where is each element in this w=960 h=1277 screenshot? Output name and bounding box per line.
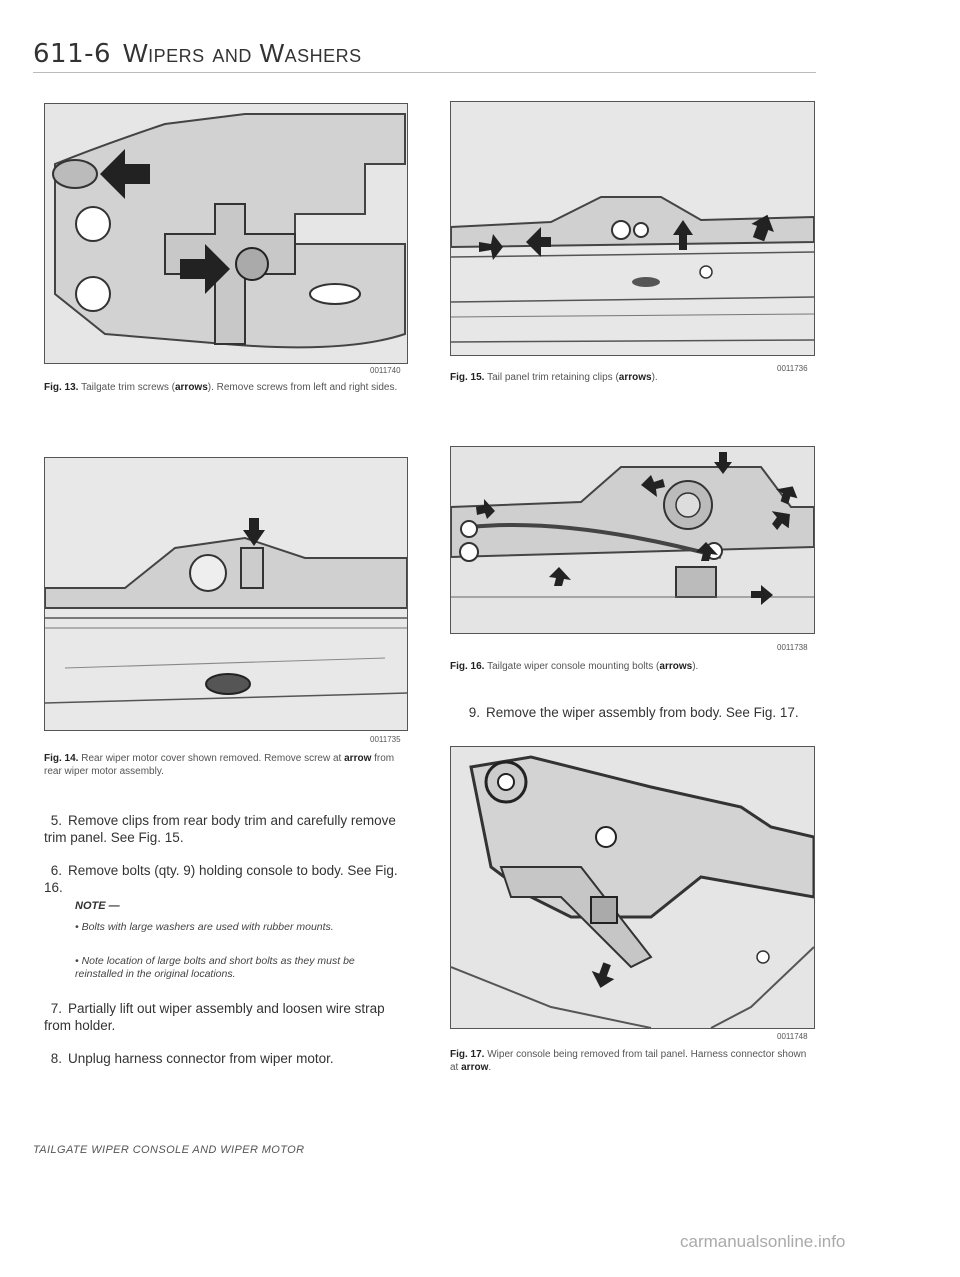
figure-17-code: 0011748: [777, 1032, 808, 1041]
figure-16-caption: Fig. 16. Tailgate wiper console mounting bolts (arrows).: [450, 661, 699, 672]
figure-16-label: Fig. 16.: [450, 661, 485, 672]
figure-16-code: 0011738: [777, 643, 808, 652]
note-item-1: • Bolts with large washers are used with rubber mounts.: [75, 921, 334, 933]
figure-17-label: Fig. 17.: [450, 1049, 485, 1060]
figure-13-code: 0011740: [370, 366, 401, 375]
step-5: 5. Remove clips from rear body trim and carefully remove trim panel. See Fig. 15.: [44, 813, 396, 845]
step-6: 6. Remove bolts (qty. 9) holding console to body. See Fig. 16.: [44, 863, 398, 895]
figure-14-image: [44, 457, 408, 731]
header-rule: [33, 72, 816, 73]
figure-14-caption: Fig. 14. Rear wiper motor cover shown removed. Remove screw at arrow from rear wiper motor assembly.: [44, 753, 395, 777]
figure-17-caption: Fig. 17. Wiper console being removed from tail panel. Harness connector shown at arrow.: [450, 1049, 807, 1073]
figure-15-code: 0011736: [777, 364, 808, 373]
section-footer: TAILGATE WIPER CONSOLE AND WIPER MOTOR: [33, 1144, 305, 1156]
page-number: 611-6: [33, 39, 112, 69]
figure-13-caption: Fig. 13. Tailgate trim screws (arrows). Remove screws from left and right sides.: [44, 382, 398, 393]
figure-15-image: [450, 101, 815, 356]
step-7: 7. Partially lift out wiper assembly and loosen wire strap from holder.: [44, 1001, 385, 1033]
page-title: Wipers and Washers: [123, 38, 362, 68]
step-8: 8. Unplug harness connector from wiper motor.: [50, 1051, 334, 1066]
figure-15-caption: Fig. 15. Tail panel trim retaining clips (arrows).: [450, 372, 658, 383]
page-header: [33, 38, 362, 69]
figure-15-label: Fig. 15.: [450, 372, 485, 383]
note-item-2: • Note location of large bolts and short bolts as they must be reinstalled in the original locations.: [75, 955, 355, 980]
figure-16-image: [450, 446, 815, 634]
watermark: carmanualsonline.info: [680, 1232, 846, 1251]
figure-13-label: Fig. 13.: [44, 382, 79, 393]
figure-17-image: [450, 746, 815, 1029]
figure-13-image: [44, 103, 408, 364]
figure-14-code: 0011735: [370, 735, 401, 744]
figure-14-label: Fig. 14.: [44, 753, 79, 764]
step-9: 9. Remove the wiper assembly from body. See Fig. 17.: [468, 705, 799, 720]
note-heading: NOTE —: [75, 900, 120, 912]
